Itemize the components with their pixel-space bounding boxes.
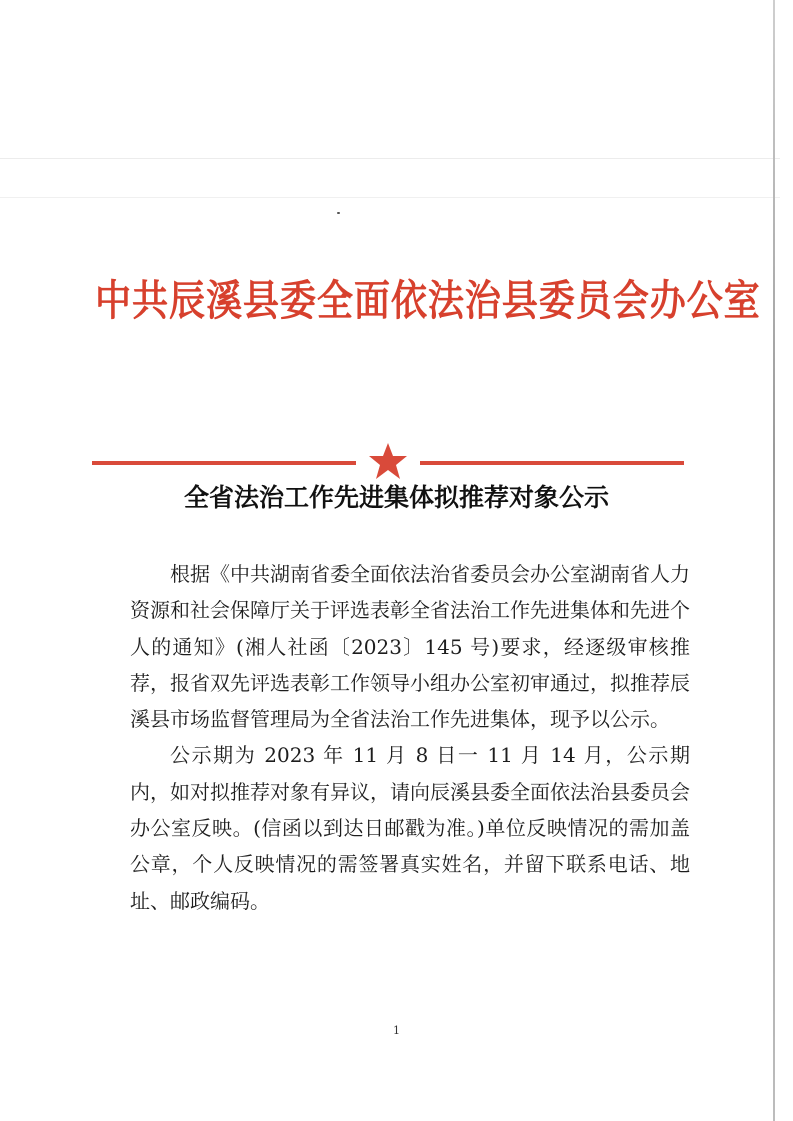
- page-number: 1: [393, 1024, 400, 1037]
- issuing-organization-header: 中共辰溪县委全面依法治县委员会办公室: [95, 276, 761, 325]
- scan-fold-line-lower: [0, 197, 780, 198]
- paragraph-publicity-period: 公示期为 2023 年 11 月 8 日一 11 月 14 月，公示期内，如对拟推荐对象有异议，请向辰溪县委全面依法治县委员会办公室反映。(信函以到达日邮戳为准。)单位反映情况的需加盖公章，个人反映情况的需签署真实姓名，并留下联系电话、地址、邮政编码。: [130, 743, 690, 913]
- red-rule-left: [92, 461, 356, 465]
- scan-speck: [337, 212, 340, 214]
- scan-page-edge: [773, 0, 775, 1121]
- document-body: [130, 556, 690, 919]
- document-title: 全省法治工作先进集体拟推荐对象公示: [183, 483, 609, 512]
- red-rule-right: [420, 461, 684, 465]
- star-icon: [366, 441, 410, 481]
- scan-fold-line: [0, 158, 780, 159]
- paragraph-basis: 根据《中共湖南省委全面依法治省委员会办公室湖南省人力资源和社会保障厅关于评选表彰全省法治工作先进集体和先进个人的通知》(湘人社函〔2023〕145 号)要求，经逐级审核推荐，报省双先评选表彰工作领导小组办公室初审通过，拟推荐辰溪县市场监督管理局为全省法治工作先进集体，现予以公示。: [130, 562, 690, 732]
